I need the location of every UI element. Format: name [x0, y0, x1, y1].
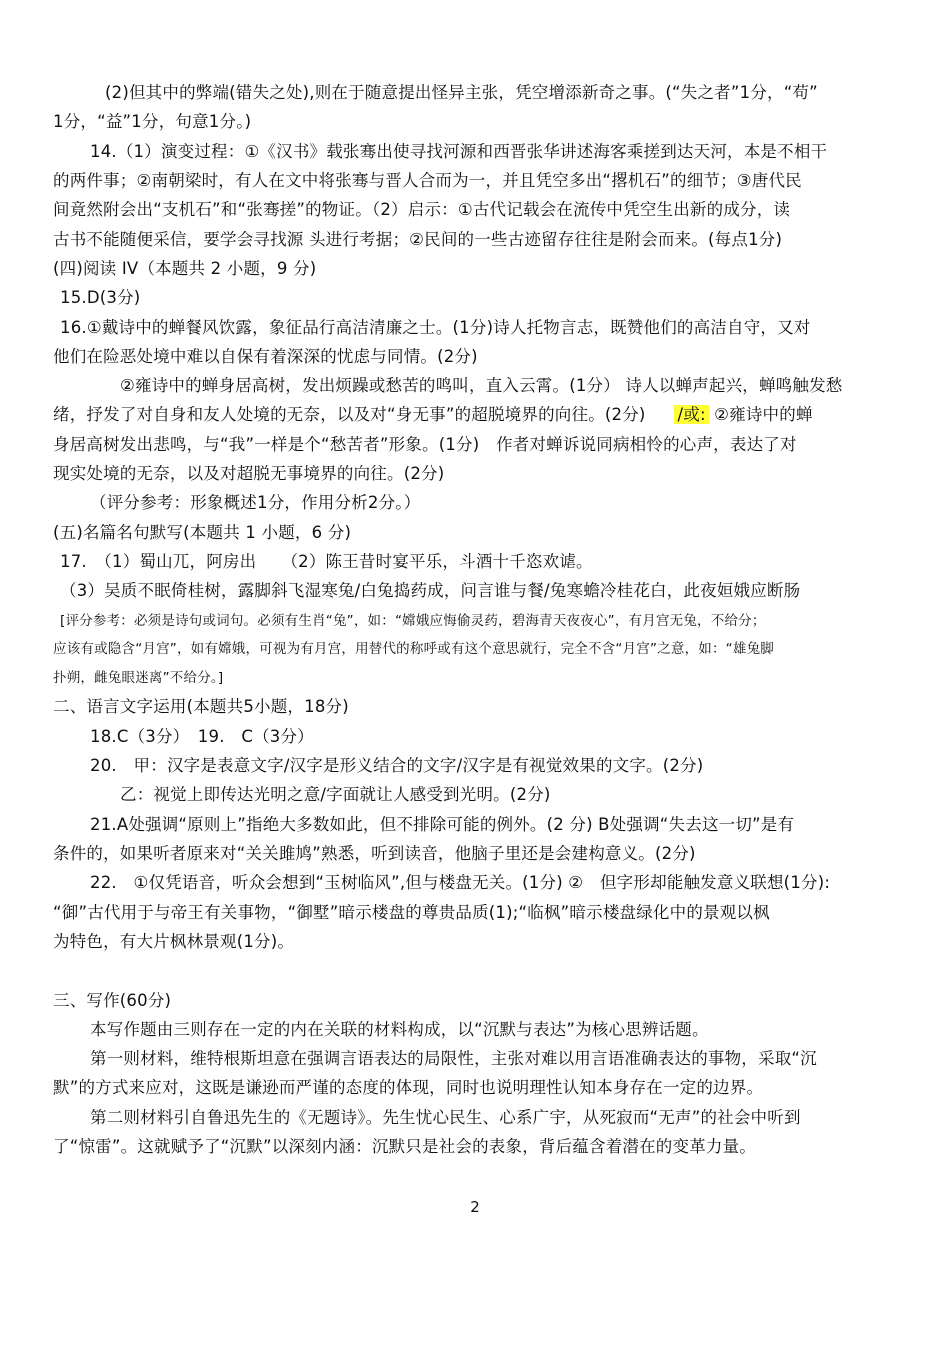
answer-21-line-2: 条件的，如果听者原来对“关关雎鸠”熟悉，听到读音，他脑子里还是会建构意义。(2分): [53, 844, 696, 863]
section-heading-writing: 三、写作(60分): [53, 991, 172, 1010]
answer-17-line-2: （3）吴质不眠倚桂树，露脚斜飞湿寒兔/白兔捣药成，问言谁与餐/兔寒蟾冷桂花白，此夜姮娥应断肠: [60, 581, 801, 600]
answer-14-line-3: 间竟然附会出“支机石”和“张骞搓”的物证。（2）启示：①古代记载会在流传中凭空生出新的成分，读: [53, 200, 791, 219]
answer-14-line-1: 14.（1）演变过程：①《汉书》载张骞出使寻找河源和西晋张华讲述海客乘搓到达天河，本是不相干: [90, 142, 828, 161]
answer-20-line-1: 20. 甲：汉字是表意文字/汉字是形义结合的文字/汉字是有视觉效果的文字。(2分): [90, 756, 704, 775]
answer-16-line-4: [53, 405, 903, 425]
answer-14-line-4: 古书不能随便采信，要学会寻找源 头进行考据；②民间的一些古迹留存往往是附会而来。(每点1分): [53, 230, 783, 249]
answer-17-line-1: 17. （1）蜀山兀，阿房出 （2）陈王昔时宴平乐，斗酒十千恣欢谑。: [60, 552, 593, 571]
section-heading-reading-iv: (四)阅读 IV（本题共 2 小题，9 分): [53, 259, 317, 278]
page-number: 2: [470, 1198, 480, 1216]
answer-16-line-3: ②雍诗中的蝉身居高树，发出烦躁或愁苦的鸣叫，直入云霄。(1分） 诗人以蝉声起兴，蝉鸣触发愁: [120, 376, 843, 395]
answer-22-line-3: 为特色，有大片枫林景观(1分)。: [53, 932, 295, 951]
answer-16-line-4-tail: ②雍诗中的蝉: [714, 405, 813, 424]
scoring-note-17-line-3: 扑朔，雌兔眼迷离”不给分。]: [53, 670, 224, 686]
section-heading-recitation: (五)名篇名句默写(本题共 1 小题，6 分): [53, 523, 352, 542]
answer-18-19: 18.C（3分） 19. C（3分）: [90, 727, 314, 746]
answer-13-2-line-2: 1分，“益”1分，句意1分。): [53, 112, 252, 131]
highlight-or-marker: /或:: [674, 405, 708, 424]
writing-paragraph-2-line-2: 默”的方式来应对，这既是谦逊而严谨的态度的体现，同时也说明理性认知本身存在一定的边界。: [53, 1078, 764, 1097]
answer-22-line-2: “御”古代用于与帝王有关事物，“御墅”暗示楼盘的尊贵品质(1);“临枫”暗示楼盘绿化中的景观以枫: [53, 903, 770, 922]
answer-21-line-1: 21.A处强调“原则上”指绝大多数如此，但不排除可能的例外。(2 分) B处强调“失去这一切”是有: [90, 815, 795, 834]
answer-16-line-4-text: 绪，抒发了对自身和友人处境的无奈，以及对“身无事”的超脱境界的向往。(2分): [53, 405, 646, 424]
writing-paragraph-3-line-2: 了“惊雷”。这就赋予了“沉默”以深刻内涵：沉默只是社会的表象，背后蕴含着潜在的变革力量。: [53, 1137, 756, 1156]
section-heading-language: 二、语言文字运用(本题共5小题，18分): [53, 697, 349, 716]
scoring-note-17-line-1: [评分参考：必须是诗句或词句。必须有生肖“兔”，如：“嫦娥应悔偷灵药，碧海青天夜夜心”，有月宫无兔，不给分；: [60, 613, 766, 629]
answer-16-line-5: 身居高树发出悲鸣，与“我”一样是个“愁苦者”形象。(1分) 作者对蝉诉说同病相怜的心声，表达了对: [53, 435, 797, 454]
answer-22-line-1: 22. ①仅凭语音，听众会想到“玉树临风”,但与楼盘无关。(1分) ② 但字形却能触发意义联想(1分):: [90, 873, 831, 892]
writing-paragraph-3-line-1: 第二则材料引自鲁迅先生的《无题诗》。先生忧心民生、心系广宇，从死寂而“无声”的社会中听到: [90, 1108, 801, 1127]
answer-14-line-2: 的两件事；②南朝梁时，有人在文中将张骞与晋人合而为一，并且凭空多出“撂机石”的细节；③唐代民: [53, 171, 802, 190]
answer-16-line-1: 16.①戴诗中的蝉餐风饮露，象征品行高洁清廉之士。(1分)诗人托物言志，既赞他们的高洁自守，又对: [60, 318, 811, 337]
scoring-note-16: （评分参考：形象概述1分，作用分析2分。）: [90, 493, 421, 512]
answer-13-2-line-1: (2)但其中的弊端(错失之处),则在于随意提出怪异主张，凭空增添新奇之事。(“失之者”1分，“苟”: [105, 83, 818, 102]
writing-paragraph-2-line-1: 第一则材料，维特根斯坦意在强调言语表达的局限性，主张对难以用言语准确表达的事物，采取“沉: [90, 1049, 817, 1068]
answer-20-line-2: 乙：视觉上即传达光明之意/字面就让人感受到光明。(2分): [120, 785, 551, 804]
answer-15: 15.D(3分): [60, 288, 141, 307]
scoring-note-17-line-2: 应该有或隐含“月宫”，如有嫦娥，可视为有月宫，用替代的称呼或有这个意思就行，完全不含“月宫”之意，如：“雄兔脚: [53, 641, 774, 657]
answer-16-line-6: 现实处境的无奈，以及对超脱无事境界的向往。(2分): [53, 464, 445, 483]
answer-16-line-2: 他们在险恶处境中难以自保有着深深的忧虑与同情。(2分): [53, 347, 478, 366]
writing-paragraph-1: 本写作题由三则存在一定的内在关联的材料构成，以“沉默与表达”为核心思辨话题。: [90, 1020, 709, 1039]
